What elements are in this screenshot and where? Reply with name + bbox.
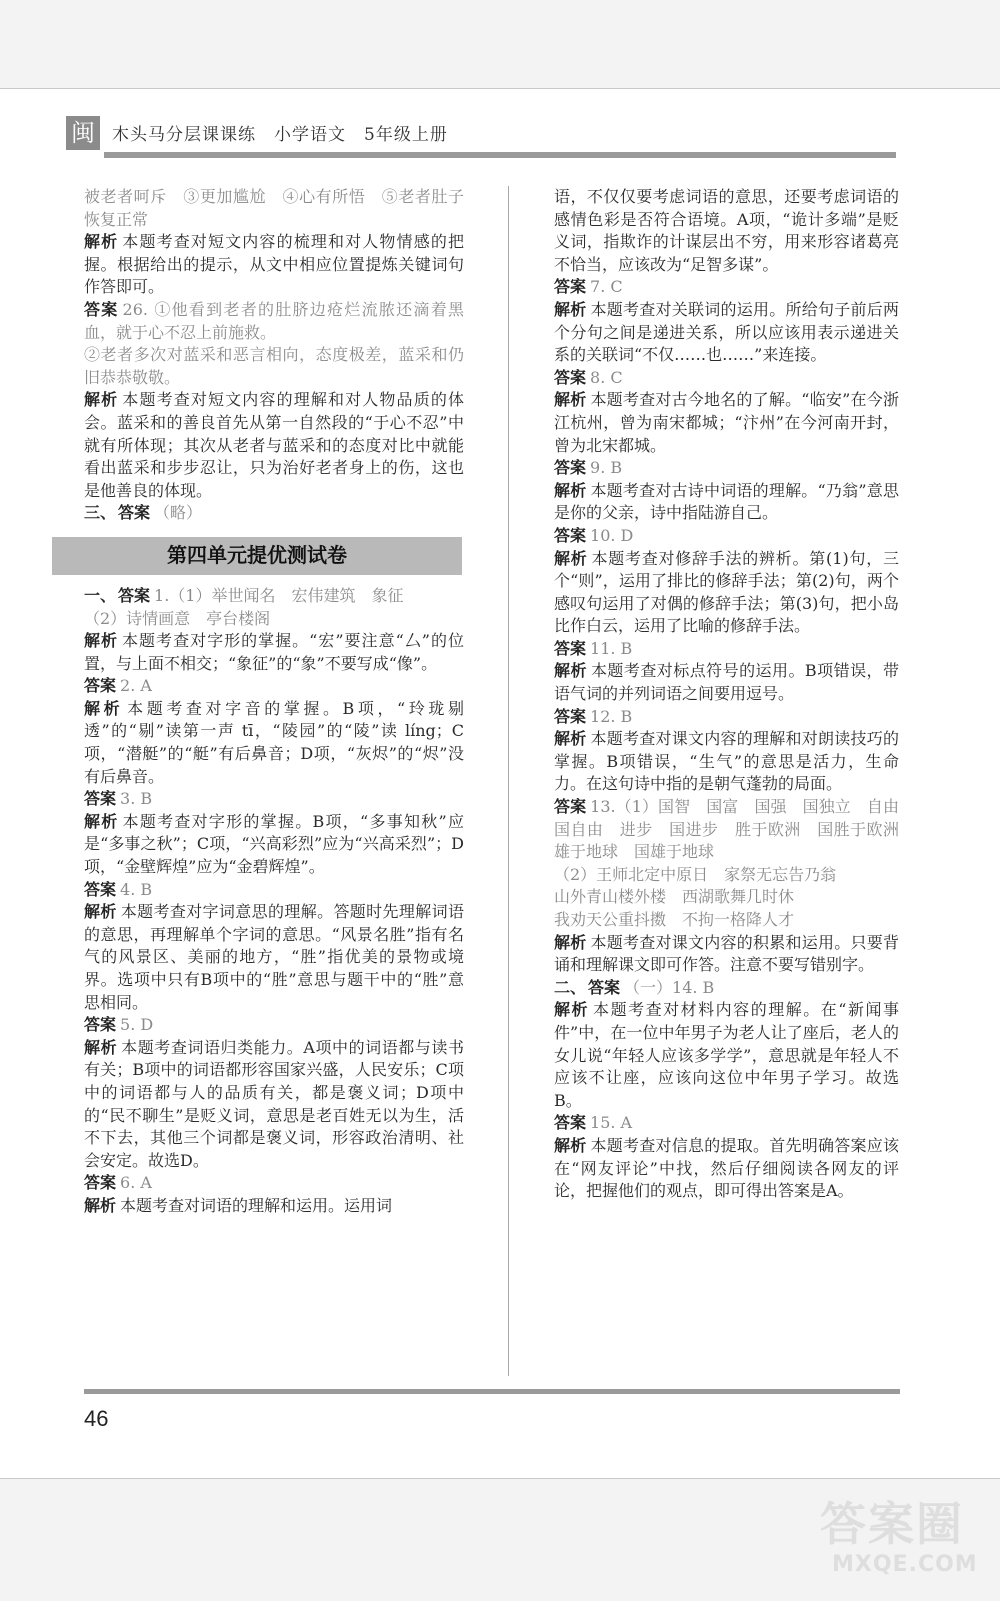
answer-block [84, 1172, 464, 1195]
answer-text: （一）14. B [624, 977, 715, 997]
answer-text: 15. A [590, 1113, 633, 1133]
answer-label: 答案 [84, 879, 117, 899]
page-number: 46 [84, 1406, 109, 1431]
answer-label: 答案 [554, 706, 587, 726]
analysis-text: 本题考查对课文内容的理解和对朗读技巧的掌握。B项错误，“生气”的意思是活力，生命力。在这句诗中指的是朝气蓬勃的局面。 [554, 729, 899, 794]
analysis-text: 本题考查对词语的理解和运用。运用词 [120, 1195, 393, 1215]
answer-block [84, 788, 464, 811]
answer-text: （略） [154, 503, 203, 523]
watermark-url: MXQE.COM [832, 1552, 978, 1577]
analysis-text: 本题考查对古今地名的了解。“临安”在今浙江杭州，曾为南宋都城；“汴州”在今河南开封，曾为北宋都城。 [554, 390, 899, 455]
analysis-block [84, 901, 464, 1014]
analysis-label: 解析 [84, 390, 119, 410]
analysis-label: 解析 [554, 661, 587, 681]
running-header [66, 112, 896, 152]
header-rule [104, 152, 896, 158]
answer-block [84, 585, 464, 608]
analysis-text: 本题考查对短文内容的理解和对人物品质的体会。蓝采和的善良首先从第一自然段的“于心不忍”中就有所体现；其次从老者与蓝采和的态度对比中就能看出蓝采和步步忍让，只为治好老者身上的伤，这也是他善良的体现。 [84, 390, 464, 500]
analysis-label: 解析 [554, 390, 587, 410]
answer-block [554, 525, 899, 548]
answer-label: 答案 [118, 585, 151, 605]
section-number: 一、 [84, 585, 117, 605]
analysis-label: 解析 [554, 548, 588, 568]
answer-text: 3. B [120, 789, 153, 809]
analysis-text: 本题考查对字形的掌握。“宏”要注意“厶”的位置，与上面不相交；“象征”的“象”不要写成“像”。 [84, 631, 464, 673]
header-title: 木头马分层课课练 小学语文 5年级上册 [112, 125, 448, 145]
answer-text: 5. D [120, 1015, 154, 1035]
answer-label: 答案 [84, 1015, 117, 1035]
answer-text: （2）王师北定中原日 家祭无忘告乃翁 [554, 864, 837, 884]
analysis-block [84, 811, 464, 879]
analysis-block [554, 548, 899, 638]
answer-text: （2）诗情画意 亭台楼阁 [84, 608, 271, 628]
answer-text: 9. B [590, 458, 623, 478]
analysis-label: 解析 [84, 631, 119, 651]
analysis-label: 解析 [554, 1000, 590, 1020]
analysis-label: 解析 [554, 1135, 587, 1155]
answer-label: 答案 [554, 1113, 587, 1133]
analysis-continuation: 语，不仅仅要考虑词语的意思，还要考虑词语的感情色彩是否符合语境。A项，“诡计多端”是贬义词，指欺诈的计谋层出不穷，用来形容诸葛亮不恰当，应该改为“足智多谋”。 [554, 187, 899, 274]
analysis-text: 本题考查对信息的提取。首先明确答案应该在“网友评论”中找，然后仔细阅读各网友的评论，把握他们的观点，即可得出答案是A。 [554, 1135, 899, 1201]
answer-label: 答案 [118, 503, 151, 523]
answer-label: 答案 [554, 367, 587, 387]
answer-text: 山外青山楼外楼 西湖歌舞几时休 [554, 887, 795, 907]
analysis-label: 解析 [554, 932, 587, 952]
answer-label: 答案 [554, 797, 587, 817]
answer-text: 6. A [120, 1173, 152, 1193]
answer-text: 10. D [590, 525, 634, 545]
analysis-text: 本题考查对关联词的运用。所给句子前后两个分句之间是递进关系，所以应该用表示递进关系的关联词“不仅……也……”来连接。 [554, 299, 899, 365]
site-watermark [780, 1480, 995, 1590]
answer-label: 答案 [84, 1173, 117, 1193]
analysis-text: 本题考查对标点符号的运用。B项错误，带语气词的并列词语之间要用逗号。 [554, 661, 899, 704]
answer-label: 答案 [554, 525, 587, 545]
section-three [84, 502, 464, 525]
answer-label: 答案 [554, 277, 587, 297]
unit-test-banner [52, 537, 462, 575]
analysis-block [554, 1135, 899, 1203]
answer-label: 答案 [554, 638, 587, 658]
analysis-text: 本题考查词语归类能力。A项中的词语都与读书有关；B项中的词语都形容国家兴盛，人民安乐；C项中的词语都与人的品质有关，都是褒义词；D项中的“民不聊生”是贬义词，意思是老百姓无以为生，活不下去，其他三个词都是褒义词，形容政治清明、社会安定。故选D。 [84, 1037, 464, 1170]
analysis-block [554, 728, 899, 796]
analysis-label: 解析 [84, 1037, 118, 1057]
answer-block [84, 675, 464, 698]
answer-text: 12. B [590, 706, 633, 726]
answer-text: ②老者多次对蓝采和恶言相向，态度极差，蓝采和仍旧恭恭敬敬。 [84, 345, 464, 387]
analysis-block [554, 480, 899, 525]
answer-continuation: 被老者呵斥 ③更加尴尬 ④心有所悟 ⑤老者肚子恢复正常 [84, 187, 464, 229]
answer-text: 4. B [120, 879, 153, 899]
answer-block [554, 1112, 899, 1135]
analysis-text: 本题考查对字词意思的理解。答题时先理解词语的意思，再理解单个字词的意思。“风景名胜”指有名气的风景区、美丽的地方，“胜”指优美的景物或境界。选项中只有B项中的“胜”意思与题干中的“胜”意思相同。 [84, 902, 464, 1012]
analysis-text: 本题考查对课文内容的积累和运用。只要背诵和理解课文即可作答。注意不要写错别字。 [554, 932, 899, 975]
answer-block [554, 706, 899, 729]
analysis-block [554, 999, 899, 1112]
analysis-label: 解析 [554, 480, 587, 500]
analysis-block [84, 630, 464, 675]
analysis-label: 解析 [84, 698, 124, 718]
answer-block [84, 1014, 464, 1037]
answer-text: 26. ①他看到老者的肚脐边疮烂流脓还滴着黑血，就于心不忍上前施救。 [84, 299, 464, 342]
answer-label: 答案 [588, 977, 621, 997]
answer-block [554, 796, 916, 864]
watermark-logo: 答案圈 [820, 1497, 964, 1551]
analysis-block [84, 698, 464, 788]
analysis-block [84, 1195, 464, 1218]
left-column [84, 186, 464, 1218]
header-badge: 闽 [66, 116, 100, 150]
analysis-text: 本题考查对字形的掌握。B项，“多事知秋”应是“多事之秋”；C项，“兴高彩烈”应为“兴高采烈”；D项，“金壁辉煌”应为“金碧辉煌”。 [84, 811, 464, 877]
section-number: 三、 [84, 503, 117, 523]
answer-text: 我劝天公重抖擞 不拘一格降人才 [554, 910, 795, 929]
analysis-text: 本题考查对古诗中词语的理解。“乃翁”意思是你的父亲，诗中指陆游自己。 [554, 480, 899, 523]
column-divider [508, 186, 509, 1376]
answer-text: 13.（1）国智 国富 国强 国独立 自由 国自由 进步 国进步 胜于欧洲 国胜于欧洲 雄于地球 国雄于地球 [554, 797, 916, 862]
page-top-margin [0, 0, 1000, 89]
analysis-text: 本题考查对修辞手法的辨析。第(1)句，三个“则”，运用了排比的修辞手法；第(2)句，两个感叹句运用了对偶的修辞手法；第(3)句，把小岛比作白云，运用了比喻的修辞手法。 [554, 548, 899, 636]
analysis-label: 解析 [84, 902, 117, 922]
analysis-text: 本题考查对材料内容的理解。在“新闻事件”中，在一位中年男子为老人让了座后，老人的女儿说“年轻人应该多学学”，意思就是年轻人不应该不让座，应该向这位中年男子学习。故选B。 [554, 1000, 899, 1110]
analysis-block [554, 660, 899, 705]
answer-block [554, 457, 899, 480]
analysis-label: 解析 [84, 232, 119, 252]
answer-block [554, 367, 899, 390]
analysis-label: 解析 [554, 729, 587, 749]
analysis-label: 解析 [84, 811, 119, 831]
answer-label: 答案 [84, 789, 117, 809]
analysis-text: 本题考查对短文内容的梳理和对人物情感的把握。根据给出的提示，从文中相应位置提炼关键词句作答即可。 [84, 232, 464, 297]
analysis-block [84, 389, 464, 502]
answer-text: 8. C [590, 367, 623, 387]
analysis-block [84, 231, 464, 299]
answer-text: 2. A [120, 676, 152, 696]
analysis-block [554, 389, 899, 457]
answer-label: 答案 [554, 458, 587, 478]
answer-block [84, 299, 464, 344]
answer-text: 7. C [590, 277, 623, 297]
answer-block [554, 638, 899, 661]
analysis-block [84, 1037, 464, 1173]
analysis-text: 本题考查对字音的掌握。B项，“玲珑剔透”的“剔”读第一声 tī，“陵园”的“陵”读 líng；C项，“潜艇”的“艇”有后鼻音；D项，“灰烬”的“烬”没有后鼻音。 [84, 698, 464, 786]
answer-text: 1.（1）举世闻名 宏伟建筑 象征 [154, 585, 404, 605]
analysis-block [554, 299, 899, 367]
analysis-block [554, 932, 899, 977]
answer-label: 答案 [84, 676, 117, 696]
section-number: 二、 [554, 977, 587, 997]
footer-rule [84, 1389, 900, 1394]
right-column [554, 186, 916, 1203]
analysis-label: 解析 [554, 299, 587, 319]
banner-title: 第四单元提优测试卷 [167, 542, 347, 567]
analysis-label: 解析 [84, 1195, 117, 1215]
answer-label: 答案 [84, 299, 119, 319]
answer-block [84, 879, 464, 902]
answer-block [554, 276, 899, 299]
answer-text: 11. B [590, 638, 633, 658]
answer-block [554, 977, 899, 1000]
